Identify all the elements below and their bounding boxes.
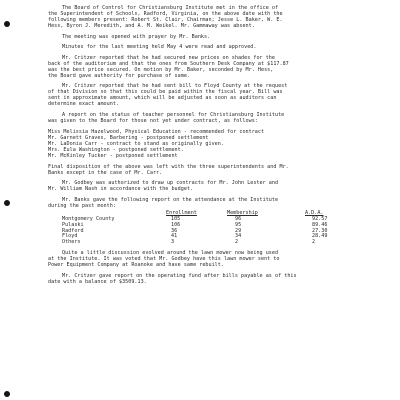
- paragraph-teacher-personnel: [48, 112, 378, 124]
- column-header-ada: A.D.A.: [305, 209, 324, 216]
- text-line: following members present: Robert St. Clair, Chairman; Jesse L. Baker, W. E.: [48, 17, 283, 23]
- text-line: The meeting was opened with prayer by Mr. Banks.: [62, 33, 211, 40]
- table-cell: Montgomery County: [62, 215, 115, 222]
- attendance-table: [48, 211, 358, 246]
- text-line: during the past month:: [48, 202, 116, 209]
- table-cell: 3: [171, 239, 175, 246]
- text-line: Mr. Critzer reported that he had secured new prices on shades for the: [62, 54, 275, 61]
- text-line: Mr. Critzer gave report on the operating fund after bills payable as of this: [62, 272, 297, 279]
- table-cell: 89.46: [312, 221, 328, 228]
- text-line: Power Equipment Company at Roanoke and have same rebuilt.: [48, 262, 224, 269]
- text-line: sent in approximate amount, which will be adjusted as soon as auditors can: [48, 95, 277, 102]
- punch-hole: [4, 200, 10, 206]
- column-header-membership: Membership: [227, 209, 258, 216]
- paragraph-operating-fund: [48, 273, 378, 285]
- table-cell: 2: [235, 239, 239, 246]
- text-line: determine exact amount.: [48, 101, 119, 108]
- paragraph-prayer: [48, 34, 378, 40]
- table-cell: Pulaski: [62, 221, 84, 228]
- text-line: Quite a little discussion evolved around the lawn mower now being used: [62, 250, 279, 257]
- text-line: Final disposition of the above was left with the three superintendents and Mr.: [48, 163, 289, 170]
- text-line: of that Division so that this could be paid within the fiscal year. Bill was: [48, 89, 283, 96]
- table-cell: 34: [235, 233, 242, 240]
- table-cell: 2: [312, 239, 316, 246]
- table-cell: 95: [235, 221, 242, 228]
- table-row: [48, 240, 358, 246]
- table-cell: Others: [62, 239, 81, 246]
- table-cell: 105: [171, 215, 181, 222]
- list-item: Mr. LaDonia Carr - contract to stand as originally given.: [48, 140, 224, 147]
- table-cell: 41: [171, 233, 178, 240]
- paragraph-contracts: [48, 180, 378, 192]
- list-item: Mrs. Eula Washington - postponed settlement.: [48, 146, 184, 153]
- text-line: Mr. William Nash in accordance with the budget.: [48, 186, 194, 193]
- text-line: Mr. Critzer reported that he had sent bill to Floyd County at the request: [62, 83, 288, 90]
- paragraph-minutes-approved: [48, 44, 378, 50]
- paragraph-shades-purchase: [48, 55, 378, 79]
- text-line: The Board of Control for Christiansburg Institute met in the office of: [62, 5, 279, 11]
- column-header-enrollment: Enrollment: [166, 209, 197, 216]
- text-line: Minutes for the last meeting held May 4 were read and approved.: [62, 44, 257, 51]
- minutes-body: [48, 5, 378, 289]
- table-cell: 28.49: [312, 233, 328, 240]
- text-line: Banks except in the case of Mr. Carr.: [48, 169, 163, 176]
- text-line: Mr. Banks gave the following report on the attendance at the Institute: [62, 196, 279, 203]
- text-line: date with a balance of $3509.13.: [48, 278, 147, 285]
- table-cell: 29: [235, 227, 242, 234]
- list-item: Mr. McKinley Tucker - postponed settlement: [48, 152, 178, 159]
- list-item: Miss Melissia Hazelwood, Physical Education - recommended for contract: [48, 128, 265, 135]
- text-line: Hess, Byron J. Meredith, and A. M. Weikel. Mr. Gammaway was absent.: [48, 23, 255, 29]
- table-cell: 106: [171, 221, 181, 228]
- table-cell: Radford: [62, 227, 84, 234]
- punch-hole: [4, 391, 10, 397]
- paragraph-final-disposition: [48, 164, 378, 176]
- paragraph-attendance-report: [48, 197, 378, 209]
- table-cell: 27.30: [312, 227, 328, 234]
- table-cell: Floyd: [62, 233, 78, 240]
- text-line: the Board gave authority for purchase of same.: [48, 72, 190, 79]
- punch-hole: [4, 21, 10, 27]
- paragraph-attendance-of-members: [48, 5, 378, 29]
- text-line: back of the auditorium and that the ones from Southern Desk Company at $117.87: [48, 60, 289, 67]
- table-cell: 96: [235, 215, 242, 222]
- text-line: Mr. Godbey was authorized to draw up contracts for Mr. John Lester and: [62, 180, 279, 187]
- text-line: at the Institute. It was voted that Mr. Godbey have this lawn mower sent to: [48, 256, 280, 263]
- table-cell: 92.57: [312, 215, 328, 222]
- text-line: A report on the status of teacher personnel for Christiansburg Institute: [62, 111, 285, 118]
- list-item: Mr. Garnett Graves, Barbering - postponed settlement: [48, 134, 209, 141]
- paragraph-lawn-mower: [48, 250, 378, 268]
- personnel-list: [48, 129, 378, 159]
- text-line: was the best price secured. On motion by Mr. Baker, seconded by Mr. Hess,: [48, 66, 274, 73]
- paragraph-floyd-bill: [48, 83, 378, 107]
- text-line: was given to the Board for those not yet under contract, as follows:: [48, 117, 258, 124]
- text-line: the Superintendent of Schools, Radford, Virginia, on the above date with the: [48, 11, 283, 17]
- table-cell: 36: [171, 227, 178, 234]
